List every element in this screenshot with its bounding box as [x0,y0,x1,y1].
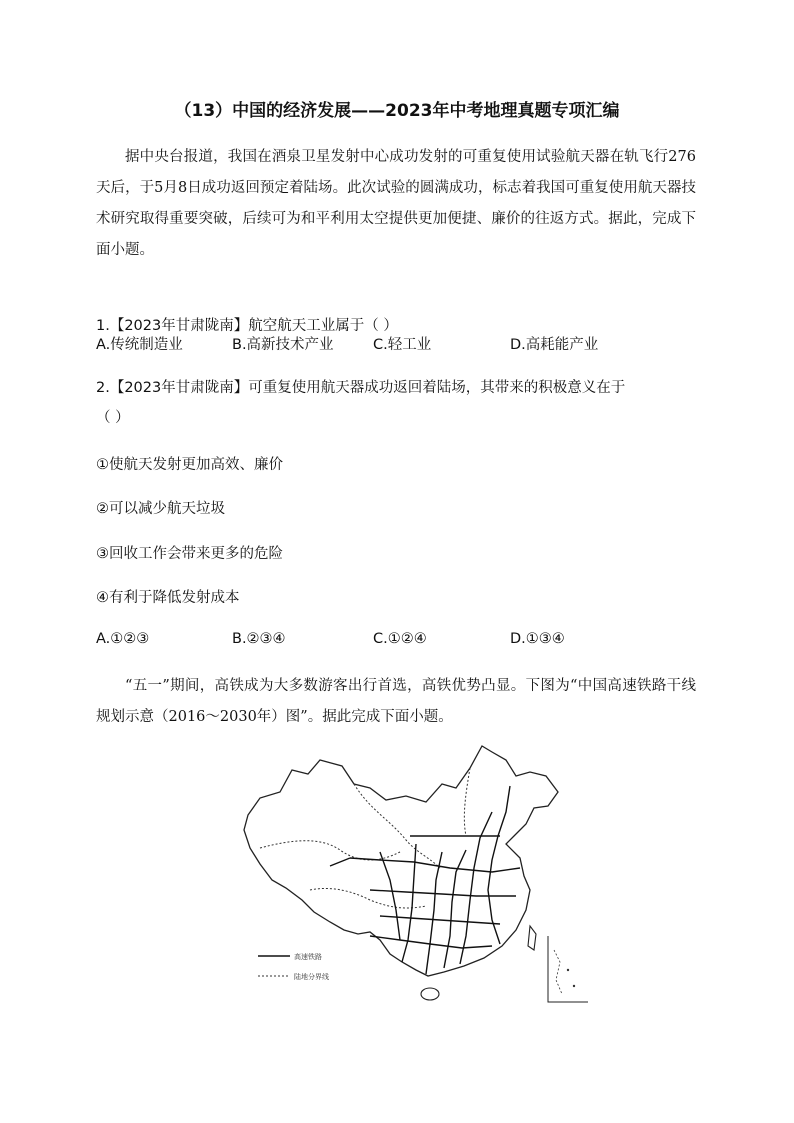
q2-statement-3: ③回收工作会带来更多的危险 [96,546,283,562]
land-boundary-2 [354,784,440,868]
q2-statement-2: ②可以减少航天垃圾 [96,501,225,517]
taiwan-island [528,926,536,950]
q1-option-a: A.传统制造业 [96,337,183,353]
question-2-stem-line1: 2.【2023年甘肃陇南】可重复使用航天器成功返回着陆场，其带来的积极意义在于 [96,380,626,396]
q1-option-d: D.高耗能产业 [510,337,599,353]
page-title: （13）中国的经济发展——2023年中考地理真题专项汇编 [174,101,620,121]
south-sea-inset [548,936,588,1002]
q1-option-b: B.高新技术产业 [232,337,334,353]
q2-statement-1: ①使航天发射更加高效、廉价 [96,457,283,473]
land-boundary-1 [260,841,400,860]
rail-network [330,786,520,974]
question-1-stem: 1.【2023年甘肃陇南】航空航天工业属于（ ） [96,318,398,334]
china-railway-map [230,740,590,1012]
q2-option-d: D.①③④ [510,631,565,647]
q2-option-a: A.①②③ [96,631,150,647]
land-boundary-4 [464,768,470,836]
land-boundary-3 [310,888,426,908]
passage-2: “五一”期间，高铁成为大多数游客出行首选，高铁优势凸显。下图为“中国高速铁路干线规划示意（2016～2030年）图”。据此完成下面小题。 [96,678,696,725]
question-2-stem-line2: （ ） [96,410,130,426]
q2-option-c: C.①②④ [373,631,427,647]
q2-statement-4: ④有利于降低发射成本 [96,590,240,606]
passage-1: 据中央台报道，我国在酒泉卫星发射中心成功发射的可重复使用试验航天器在轨飞行276天后，于5月8日成功返回预定着陆场。此次试验的圆满成功，标志着我国可重复使用航天器技术研究取得重要突破，后续可为和平利用太空提供更加便捷、廉价的往返方式。据此，完成下面小题。 [96,149,696,258]
hainan-island [421,988,439,1000]
q2-option-b: B.②③④ [232,631,286,647]
map-legend [258,952,329,981]
q1-option-c: C.轻工业 [373,337,432,353]
legend-high-speed-rail: 高速铁路 [294,953,322,961]
legend-land-boundary: 陆地分界线 [294,973,329,981]
